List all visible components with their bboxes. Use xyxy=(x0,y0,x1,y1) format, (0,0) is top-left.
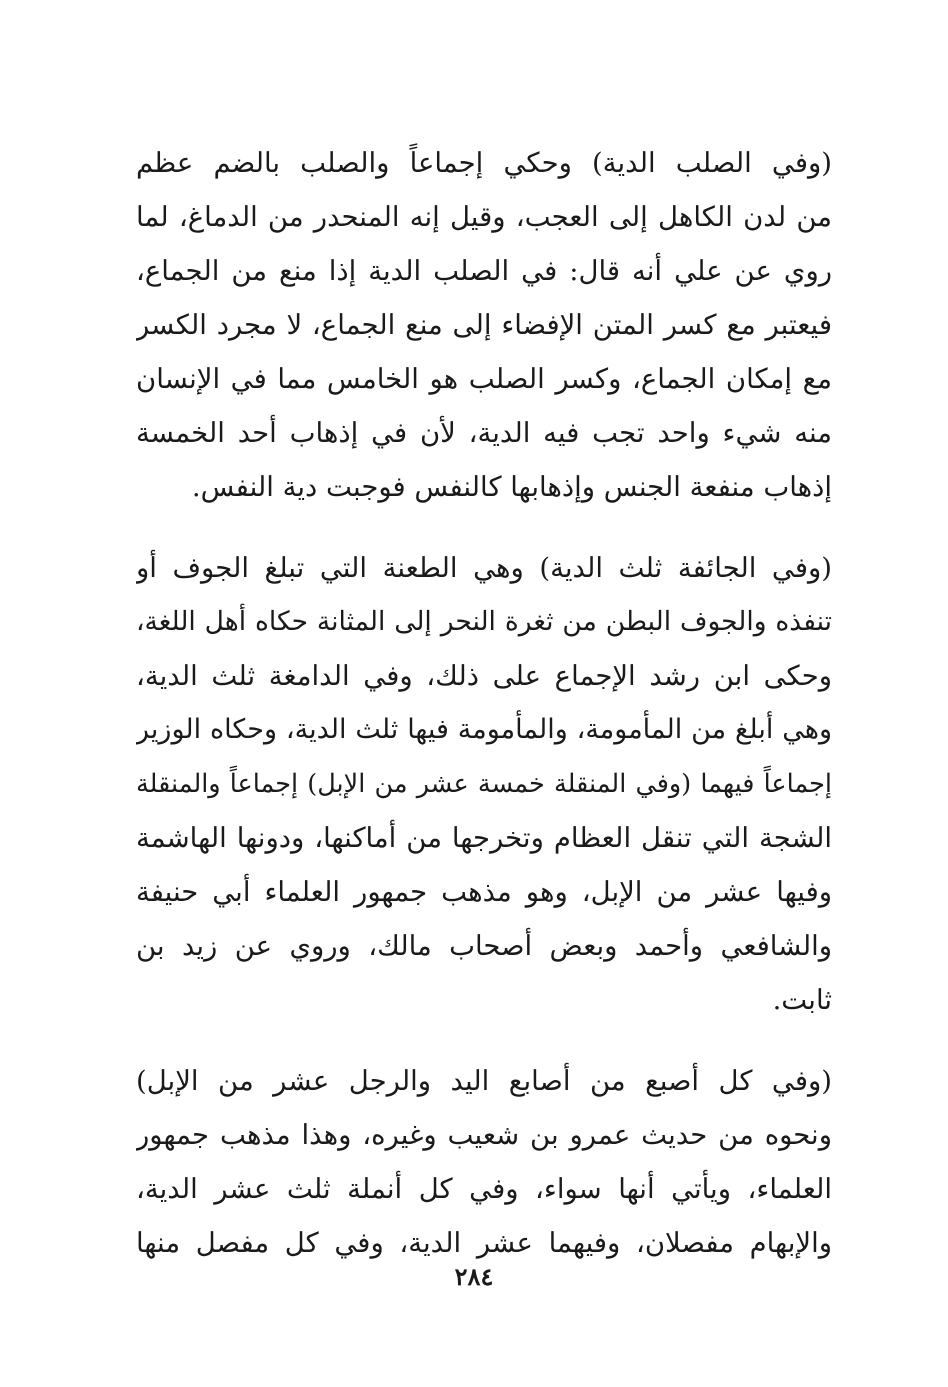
text-line: والشافعي وأحمد وبعض أصحاب مالك، وروي عن زيد بن xyxy=(136,930,832,962)
text-line: وهي أبلغ من المأمومة، والمأمومة فيها ثلث الدية، وحكاه الوزير xyxy=(136,714,832,745)
text-line: وفيها عشر من الإبل، وهو مذهب جمهور العلماء أبي حنيفة xyxy=(136,876,832,908)
text-line: ثابت. xyxy=(772,984,832,1016)
text-line: مع إمكان الجماع، وكسر الصلب هو الخامس مما في الإنسان xyxy=(136,363,832,395)
page-number: ٢٨٤ xyxy=(454,1262,494,1291)
text-line: (وفي كل أصبع من أصابع اليد والرجل عشر من الإبل) xyxy=(136,1065,832,1097)
text-line: تنفذه والجوف البطن من ثغرة النحر إلى المثانة حكاه أهل اللغة، xyxy=(136,606,832,637)
text-line: فيعتبر مع كسر المتن الإفضاء إلى منع الجماع، لا مجرد الكسر xyxy=(136,309,832,341)
text-line: ونحوه من حديث عمرو بن شعيب وغيره، وهذا مذهب جمهور xyxy=(136,1119,832,1151)
paragraph-fingers-diyah xyxy=(136,1054,832,1270)
text-line: من لدن الكاهل إلى العجب، وقيل إنه المنحدر من الدماغ، لما xyxy=(136,201,832,233)
paragraph-spine-diyah xyxy=(136,136,832,514)
text-line: (وفي الجائفة ثلث الدية) وهي الطعنة التي تبلغ الجوف أو xyxy=(136,552,832,584)
text-line: منه شيء واحد تجب فيه الدية، لأن في إذهاب أحد الخمسة xyxy=(136,417,832,449)
text-line: العلماء، ويأتي أنها سواء، وفي كل أنملة ثلث عشر الدية، xyxy=(136,1173,832,1205)
text-line: إذهاب منفعة الجنس وإذهابها كالنفس فوجبت دية النفس. xyxy=(191,471,832,503)
paragraph-jaifah-wound xyxy=(136,541,832,1027)
text-line: الشجة التي تنقل العظام وتخرجها من أماكنها، ودونها الهاشمة xyxy=(136,822,832,854)
text-line: وحكى ابن رشد الإجماع على ذلك، وفي الدامغة ثلث الدية، xyxy=(136,660,832,692)
text-line: روي عن علي أنه قال: في الصلب الدية إذا منع من الجماع، xyxy=(136,255,832,287)
text-line: والإبهام مفصلان، وفيهما عشر الدية، وفي كل مفصل منها xyxy=(136,1227,832,1259)
text-line: (وفي الصلب الدية) وحكي إجماعاً والصلب بالضم عظم xyxy=(136,147,832,179)
text-line: إجماعاً فيهما (وفي المنقلة خمسة عشر من الإبل) إجماعاً والمنقلة xyxy=(136,769,832,799)
